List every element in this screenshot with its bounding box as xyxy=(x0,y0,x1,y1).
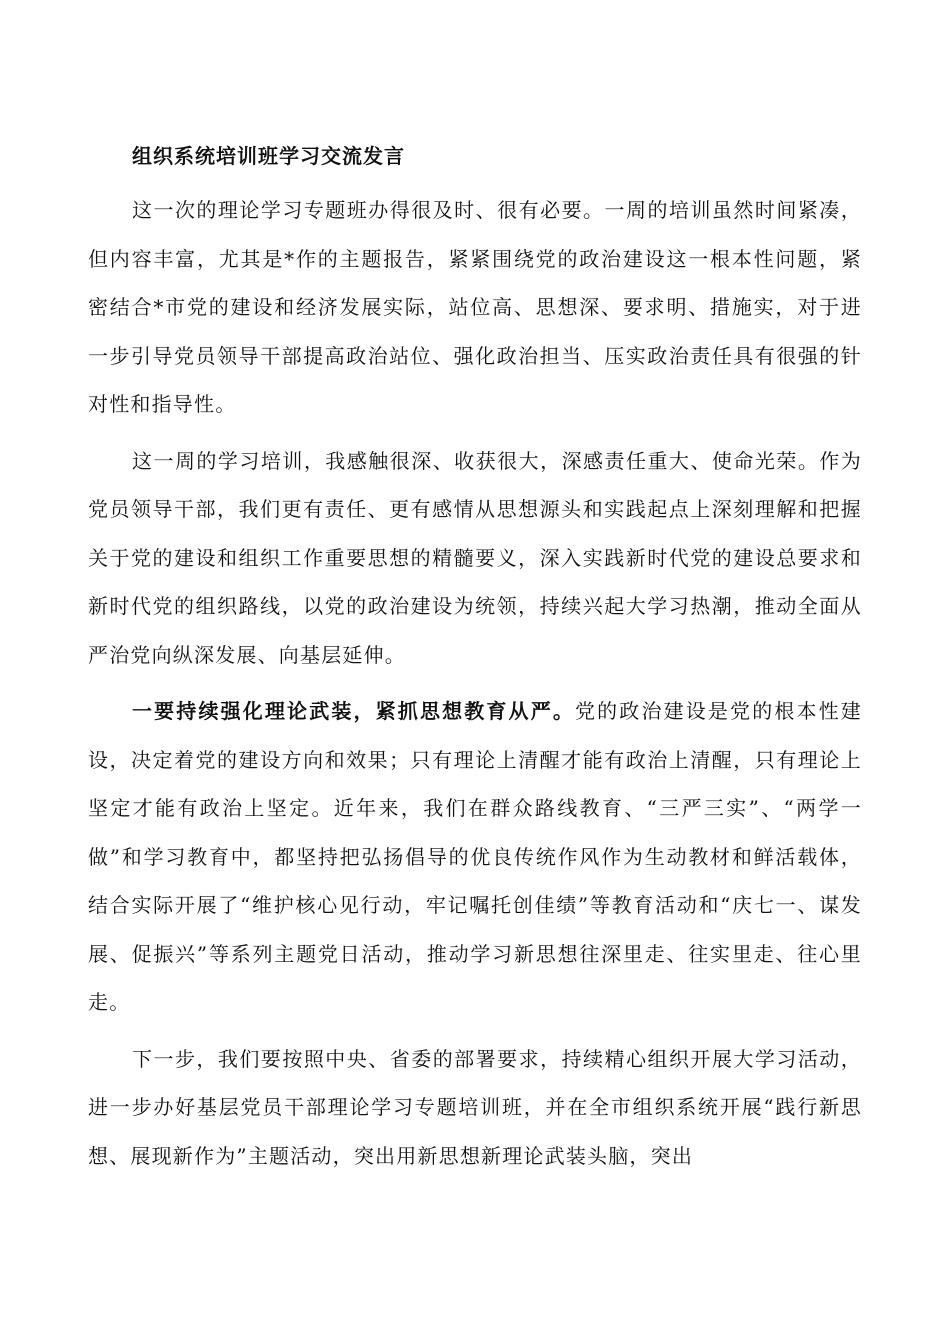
paragraph-3-lead: 一要持续强化理论武装，紧抓思想教育从严。 xyxy=(132,699,575,723)
paragraph-4 xyxy=(88,1035,862,1181)
paragraph-2-text: 这一周的学习培训，我感触很深、收获很大，深感责任重大、使命光荣。作为党员领导干部，我们更有责任、更有感情从思想源头和实践起点上深刻理解和把握关于党的建设和组织工作重要思想的精髓要义，深入实践新时代党的建设总要求和新时代党的组织路线，以党的政治建设为统领，持续兴起大学习热潮，推动全面从严治党向纵深发展、向基层延伸。 xyxy=(88,448,862,667)
paragraph-1-text: 这一次的理论学习专题班办得很及时、很有必要。一周的培训虽然时间紧凑，但内容丰富，尤其是*作的主题报告，紧紧围绕党的政治建设这一根本性问题，紧密结合*市党的建设和经济发展实际，站位高、思想深、要求明、措施实，对于进一步引导党员领导干部提高政治站位、强化政治担当、压实政治责任具有很强的针对性和指导性。 xyxy=(88,198,862,416)
paragraph-3 xyxy=(88,687,862,1027)
document-title: 组织系统培训班学习交流发言 xyxy=(132,144,405,168)
paragraph-2 xyxy=(88,437,862,680)
paragraph-1 xyxy=(88,186,862,429)
paragraph-4-text: 下一步，我们要按照中央、省委的部署要求，持续精心组织开展大学习活动，进一步办好基层党员干部理论学习专题培训班，并在全市组织系统开展“践行新思想、展现新作为”主题活动，突出用新思想新理论武装头脑，突出 xyxy=(88,1046,862,1168)
document-page xyxy=(88,132,862,1188)
paragraph-3-text: 党的政治建设是党的根本性建设，决定着党的建设方向和效果；只有理论上清醒才能有政治上清醒，只有理论上坚定才能有政治上坚定。近年来，我们在群众路线教育、“三严三实”、“两学一做”和学习教育中，都坚持把弘扬倡导的优良传统作风作为生动教材和鲜活载体，结合实际开展了“维护核心见行动，牢记嘱托创佳绩”等教育活动和“庆七一、谋发展、促振兴”等系列主题党日活动，推动学习新思想往深里走、往实里走、往心里走。 xyxy=(88,699,862,1014)
